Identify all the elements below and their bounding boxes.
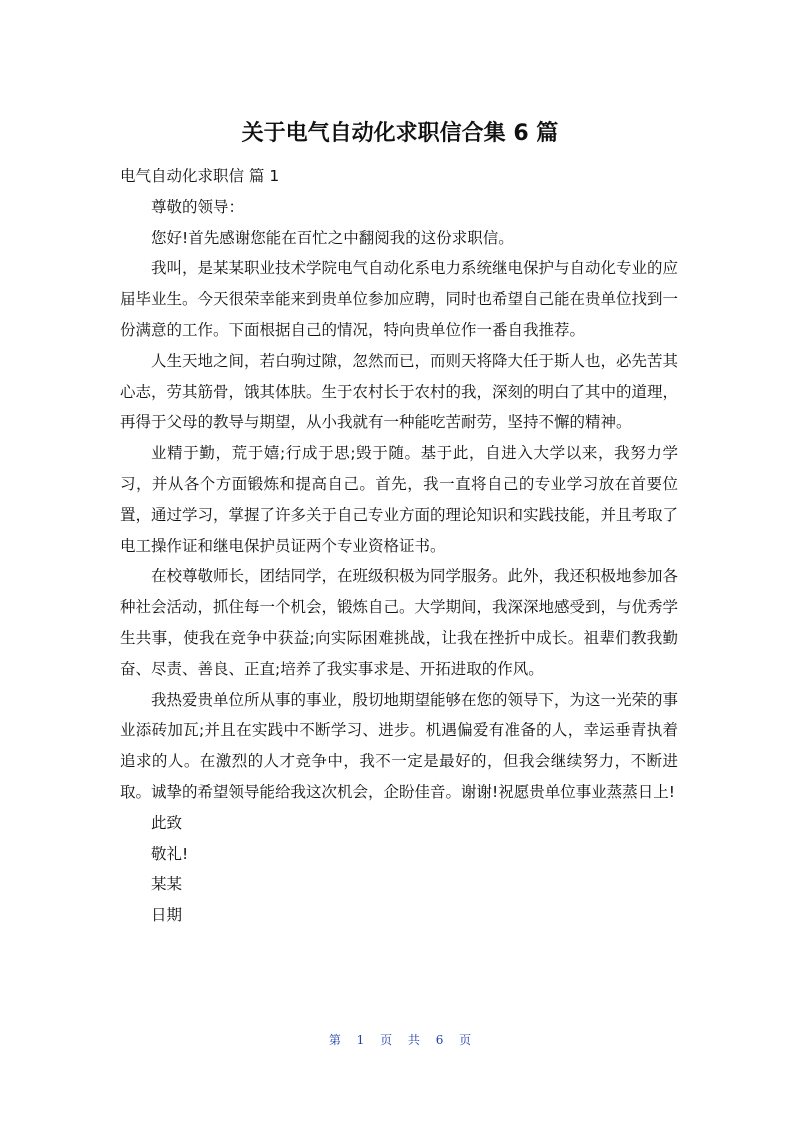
signature-date: 日期: [151, 906, 183, 925]
body-paragraph: 您好!首先感谢您能在百忙之中翻阅我的这份求职信。: [151, 228, 514, 247]
signature-name: 某某: [151, 875, 183, 894]
salutation: 尊敬的领导：: [151, 197, 245, 216]
closing-line: 此致: [151, 813, 183, 832]
page-number-footer: 第 1 页 共 6 页: [328, 1033, 472, 1047]
body-paragraph: 我热爱贵单位所从事的事业，殷切地期望能够在您的领导下，为这一光荣的事业添砖加瓦;并且在实践中不断学习、进步。机遇偏爱有准备的人，幸运垂青执着追求的人。在激烈的人才竞争中，我不一定是最好的，但我会继续努力，不断进取。诚挚的希望领导能给我这次机会，企盼佳音。谢谢!祝愿贵单位事业蒸蒸日上!: [120, 690, 679, 801]
body-paragraph: 业精于勤，荒于嬉;行成于思;毁于随。基于此，自进入大学以来，我努力学习，并从各个方面锻炼和提高自己。首先，我一直将自己的专业学习放在首要位置，通过学习，掌握了许多关于自己专业方面的理论知识和实践技能，并且考取了电工操作证和继电保护员证两个专业资格证书。: [120, 444, 679, 555]
document-title: 关于电气自动化求职信合集 6 篇: [241, 121, 559, 146]
body-paragraph: 我叫，是某某职业技术学院电气自动化系电力系统继电保护与自动化专业的应届毕业生。今天很荣幸能来到贵单位参加应聘，同时也希望自己能在贵单位找到一份满意的工作。下面根据自己的情况，特向贵单位作一番自我推荐。: [120, 259, 679, 339]
document-body: [120, 161, 678, 931]
body-paragraph: 在校尊敬师长，团结同学，在班级积极为同学服务。此外，我还积极地参加各种社会活动，抓住每一个机会，锻炼自己。大学期间，我深深地感受到，与优秀学生共事，使我在竞争中获益;向实际困难挑战，让我在挫折中成长。祖辈们教我勤奋、尽责、善良、正直;培养了我实事求是、开拓进取的作风。: [120, 567, 679, 678]
section-heading: 电气自动化求职信 篇 1: [120, 167, 280, 185]
closing-line: 敬礼!: [151, 844, 189, 863]
body-paragraph: 人生天地之间，若白驹过隙，忽然而已，而则天将降大任于斯人也，必先苦其心志，劳其筋骨，饿其体肤。生于农村长于农村的我，深刻的明白了其中的道理，再得于父母的教导与期望，从小我就有一种能吃苦耐劳，坚持不懈的精神。: [120, 351, 679, 432]
